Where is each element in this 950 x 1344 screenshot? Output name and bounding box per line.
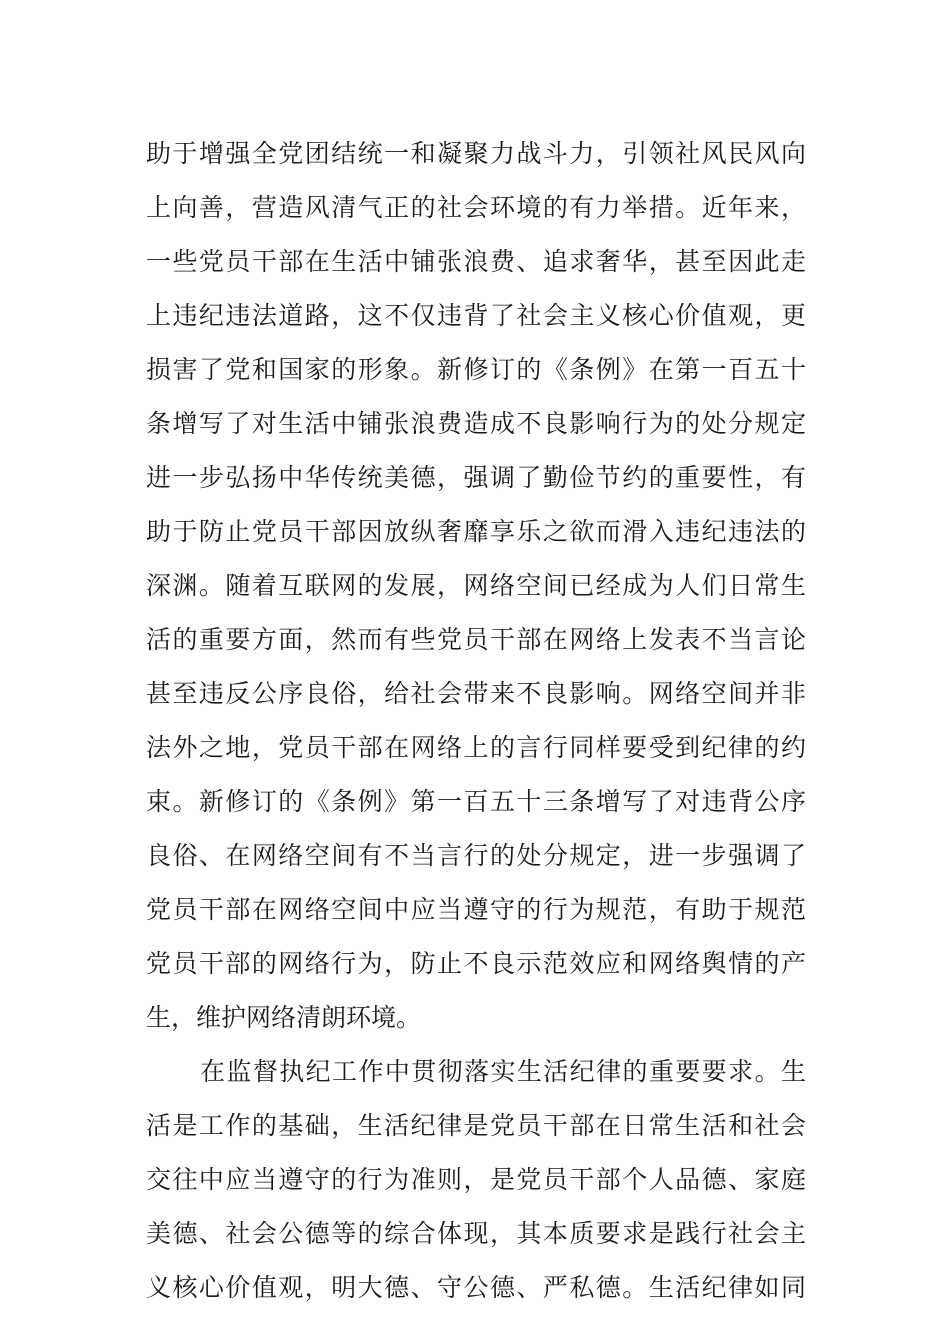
text-line-7: 进一步弘扬中华传统美德，强调了勤俭节约的重要性，有 <box>146 463 806 492</box>
text-line-21: 美德、社会公德等的综合体现，其本质要求是践行社会主 <box>146 1219 806 1248</box>
body-text <box>146 127 806 1315</box>
text-line-6: 条增写了对生活中铺张浪费造成不良影响行为的处分规定 <box>146 409 806 438</box>
text-line-11: 甚至违反公序良俗，给社会带来不良影响。网络空间并非 <box>146 679 806 708</box>
text-line-4: 上违纪违法道路，这不仅违背了社会主义核心价值观，更 <box>146 301 806 330</box>
text-line-17: 生，维护网络清朗环境。 <box>146 1003 422 1032</box>
text-line-14: 良俗、在网络空间有不当言行的处分规定，进一步强调了 <box>146 841 806 870</box>
text-line-5: 损害了党和国家的形象。新修订的《条例》在第一百五十 <box>146 355 806 384</box>
text-line-3: 一些党员干部在生活中铺张浪费、追求奢华，甚至因此走 <box>146 247 806 276</box>
text-line-1: 助于增强全党团结统一和凝聚力战斗力，引领社风民风向 <box>146 139 806 168</box>
text-line-18: 在监督执纪工作中贯彻落实生活纪律的重要要求。生 <box>200 1057 806 1086</box>
text-line-2: 上向善，营造风清气正的社会环境的有力举措。近年来， <box>146 193 806 222</box>
text-line-15: 党员干部在网络空间中应当遵守的行为规范，有助于规范 <box>146 895 806 924</box>
text-line-13: 束。新修订的《条例》第一百五十三条增写了对违背公序 <box>146 787 806 816</box>
text-line-22: 义核心价值观，明大德、守公德、严私德。生活纪律如同 <box>146 1273 806 1302</box>
text-line-16: 党员干部的网络行为，防止不良示范效应和网络舆情的产 <box>146 949 806 978</box>
text-line-19: 活是工作的基础，生活纪律是党员干部在日常生活和社会 <box>146 1111 806 1140</box>
text-line-8: 助于防止党员干部因放纵奢靡享乐之欲而滑入违纪违法的 <box>146 517 806 546</box>
text-line-9: 深渊。随着互联网的发展，网络空间已经成为人们日常生 <box>146 571 806 600</box>
text-line-12: 法外之地，党员干部在网络上的言行同样要受到纪律的约 <box>146 733 806 762</box>
text-line-10: 活的重要方面，然而有些党员干部在网络上发表不当言论 <box>146 625 806 654</box>
text-line-20: 交往中应当遵守的行为准则，是党员干部个人品德、家庭 <box>146 1165 806 1194</box>
